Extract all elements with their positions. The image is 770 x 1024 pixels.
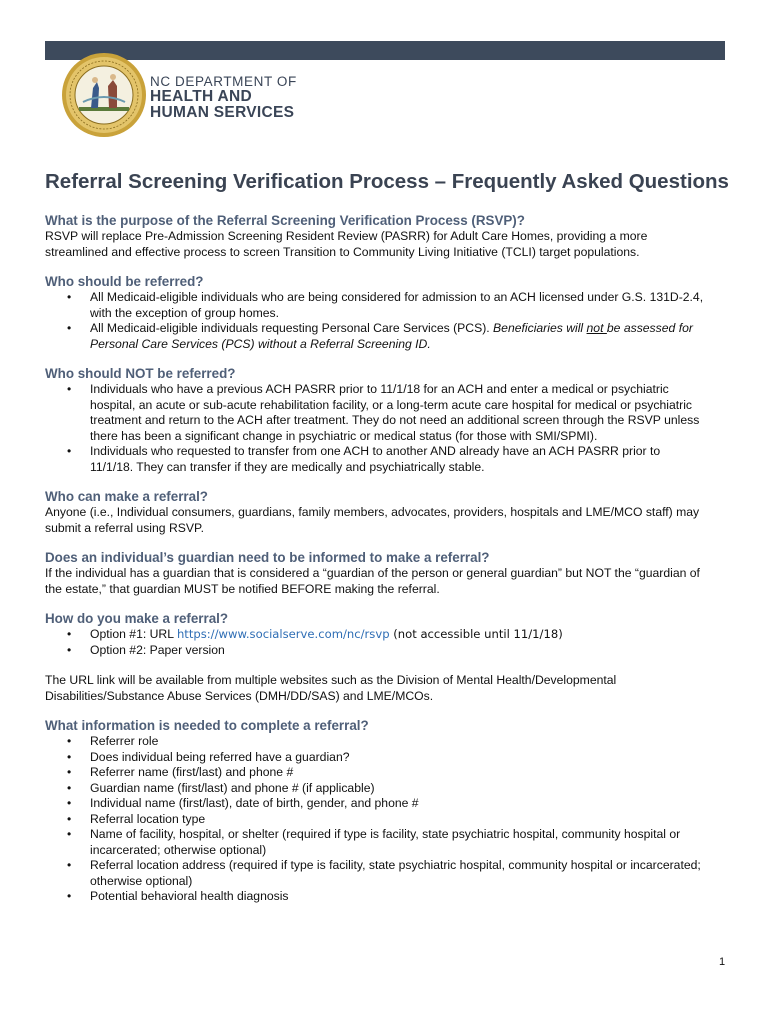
list-item: • Referral location type xyxy=(45,812,735,828)
list-item-line: incarcerated; otherwise optional) xyxy=(90,842,267,857)
list-item xyxy=(45,290,735,321)
faq-content xyxy=(45,213,735,905)
answer-line: RSVP will replace Pre-Admission Screening Resident Review (PASRR) for Adult Care Homes, providing a more xyxy=(45,229,648,243)
page-number: 1 xyxy=(719,956,726,968)
list-item xyxy=(45,444,735,475)
list-item-text: All Medicaid-eligible individuals requesting Personal Care Services (PCS). xyxy=(90,321,494,335)
header-bar xyxy=(45,41,725,60)
list-item-line: 11/1/18. They can transfer if they are medically and psychiatrically stable. xyxy=(90,459,485,474)
page-title: Referral Screening Verification Process – Frequently Asked Questions xyxy=(45,170,729,193)
question-guardian: Does an individual’s guardian need to be informed to make a referral? xyxy=(45,550,490,565)
list-item: • Referrer name (first/last) and phone # xyxy=(45,765,735,781)
list-item-line: hospital, an acute or sub-acute rehabilitation facility, or a long-term acute care hospital for medical or psychiatric xyxy=(90,397,692,412)
emphasis-text: be assessed for xyxy=(606,321,693,335)
answer-who-can xyxy=(45,505,735,536)
question-who-referred: Who should be referred? xyxy=(45,274,204,289)
list-item: • Does individual being referred have a guardian? xyxy=(45,750,735,766)
list-item-line: • All Medicaid-eligible individuals who are being considered for admission to an ACH licensed under G.S. 131D-2.4, xyxy=(90,290,704,304)
spacer xyxy=(45,658,735,673)
agency-line-2: HEALTH AND xyxy=(150,88,253,105)
list-item xyxy=(45,382,735,444)
answer-purpose xyxy=(45,229,735,260)
question-purpose: What is the purpose of the Referral Screening Verification Process (RSVP)? xyxy=(45,213,525,228)
who-referred-list xyxy=(45,290,735,352)
option-note: (not accessible until 11/1/18) xyxy=(389,627,563,641)
list-item xyxy=(45,627,735,643)
answer-line: Anyone (i.e., Individual consumers, guardians, family members, advocates, providers, hospitals and LME/MCO staff) may xyxy=(45,505,700,519)
list-item-line: • Referral location address (required if type is facility, state psychiatric hospital, community hospital or incarcerated; xyxy=(90,858,701,872)
info-list xyxy=(45,734,735,905)
list-item: • Referrer role xyxy=(45,734,735,750)
emphasis-underline: not xyxy=(586,321,607,335)
list-item-line: • Individuals who requested to transfer from one ACH to another AND already have an ACH PASRR prior to xyxy=(90,444,661,458)
answer-line: streamlined and effective process to screen Transition to Community Living Initiative (TCLI) target populations. xyxy=(45,244,640,259)
list-item-line: with the exception of group homes. xyxy=(90,305,280,320)
list-item-line xyxy=(90,321,735,337)
list-item: • Potential behavioral health diagnosis xyxy=(45,889,735,905)
how-list xyxy=(45,627,735,658)
emphasis-text: Beneficiaries will xyxy=(493,321,587,335)
who-not-list xyxy=(45,382,735,475)
question-how: How do you make a referral? xyxy=(45,611,229,626)
list-item-line: Personal Care Services (PCS) without a Referral Screening ID. xyxy=(90,336,431,351)
answer-line: The URL link will be available from multiple websites such as the Division of Mental Health/Developmental xyxy=(45,673,617,687)
answer-line: If the individual has a guardian that is considered a “guardian of the person or general guardian” but NOT the “guardian of xyxy=(45,566,700,580)
agency-line-3: HUMAN SERVICES xyxy=(150,104,295,121)
list-item-line: treatment and return to the ACH after treatment. They do not need an additional screen through the RSVP unless xyxy=(90,413,700,427)
list-item-line: otherwise optional) xyxy=(90,873,193,888)
question-info: What information is needed to complete a referral? xyxy=(45,718,369,733)
list-item-line: • Name of facility, hospital, or shelter (required if type is facility, state psychiatric hospital, community hospital or xyxy=(90,827,681,841)
answer-line: the estate,” that guardian MUST be notified BEFORE making the referral. xyxy=(45,581,440,596)
answer-line: Disabilities/Substance Abuse Services (DMH/DD/SAS) and LME/MCOs. xyxy=(45,688,434,703)
agency-name xyxy=(150,74,297,121)
list-item-line: there has been a significant change in psychiatric or medical status (for those with SMI/SPMI). xyxy=(90,428,598,443)
nc-state-seal-icon xyxy=(61,52,147,138)
url-availability-note xyxy=(45,673,735,704)
answer-line: submit a referral using RSVP. xyxy=(45,520,204,535)
answer-guardian xyxy=(45,566,735,597)
list-item xyxy=(45,858,735,889)
rsvp-url-link[interactable]: https://www.socialserve.com/nc/rsvp xyxy=(176,627,390,641)
question-who-not: Who should NOT be referred? xyxy=(45,366,236,381)
list-item xyxy=(45,827,735,858)
list-item: • Option #2: Paper version xyxy=(45,643,735,659)
list-item: • Individual name (first/last), date of birth, gender, and phone # xyxy=(45,796,735,812)
list-item: • Guardian name (first/last) and phone # (if applicable) xyxy=(45,781,735,797)
list-item xyxy=(45,321,735,352)
list-item-line: • Individuals who have a previous ACH PASRR prior to 11/1/18 for an ACH and enter a medical or psychiatric xyxy=(90,382,669,396)
agency-line-1: NC DEPARTMENT OF xyxy=(150,74,297,89)
question-who-can: Who can make a referral? xyxy=(45,489,208,504)
option-label: Option #1: URL xyxy=(90,627,177,641)
